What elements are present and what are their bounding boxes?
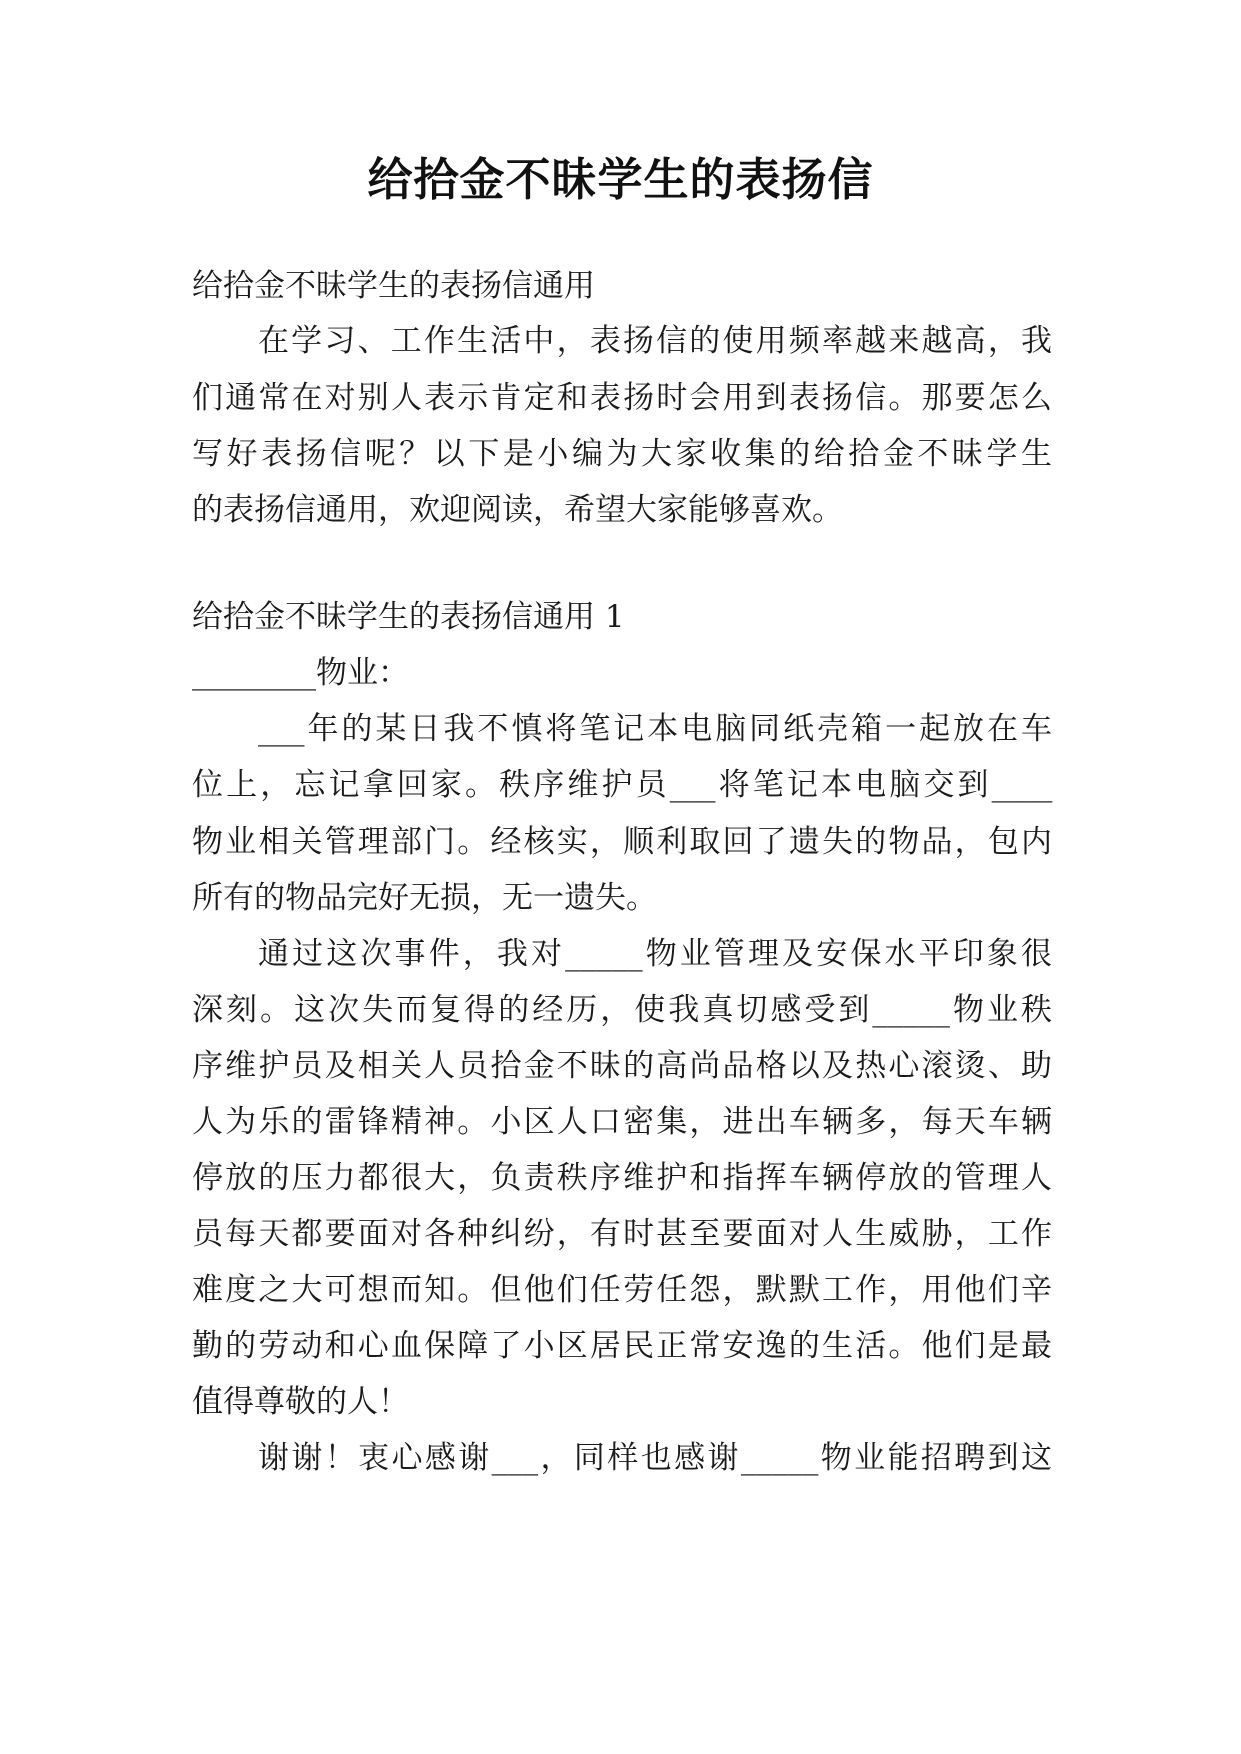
paragraph-line: 人为乐的雷锋精神。小区人口密集，进出车辆多，每天车辆 [192,1104,1052,1140]
paragraph-line: 通过这次事件，我对_____物业管理及安保水平印象很 [258,936,1052,972]
paragraph-line: 所有的物品完好无损，无一遗失。 [192,880,657,916]
paragraph-line: 值得尊敬的人！ [192,1384,409,1420]
document-subtitle: 给拾金不昧学生的表扬信通用 [192,268,595,304]
paragraph-line: 序维护员及相关人员拾金不昧的高尚品格以及热心滚烫、助 [192,1048,1052,1084]
intro-line: 在学习、工作生活中，表扬信的使用频率越来越高，我 [258,323,1052,359]
section-heading: 给拾金不昧学生的表扬信通用 1 [192,599,625,635]
intro-line: 的表扬信通用，欢迎阅读，希望大家能够喜欢。 [192,492,843,528]
paragraph-line: 难度之大可想而知。但他们任劳任怨，默默工作，用他们辛 [192,1272,1052,1308]
paragraph-line: 物业相关管理部门。经核实，顺利取回了遗失的物品，包内 [192,824,1052,860]
intro-line: 们通常在对别人表示肯定和表扬时会用到表扬信。那要怎么 [192,380,1052,416]
paragraph-line: 员每天都要面对各种纠纷，有时甚至要面对人生威胁，工作 [192,1216,1052,1252]
paragraph-line: 谢谢！衷心感谢___，同样也感谢_____物业能招聘到这 [258,1440,1052,1476]
paragraph-line: 停放的压力都很大，负责秩序维护和指挥车辆停放的管理人 [192,1160,1052,1196]
paragraph-line: 勤的劳动和心血保障了小区居民正常安逸的生活。他们是最 [192,1328,1052,1364]
intro-line: 写好表扬信呢？以下是小编为大家收集的给拾金不昧学生 [192,436,1052,472]
paragraph-line: ___年的某日我不慎将笔记本电脑同纸壳箱一起放在车 [258,711,1052,747]
document-title: 给拾金不昧学生的表扬信 [367,153,874,206]
paragraph-line: 深刻。这次失而复得的经历，使我真切感受到_____物业秩 [192,992,1052,1028]
paragraph-line: 位上，忘记拿回家。秩序维护员___将笔记本电脑交到____ [192,767,1052,803]
letter-salutation: ________物业： [192,655,409,691]
